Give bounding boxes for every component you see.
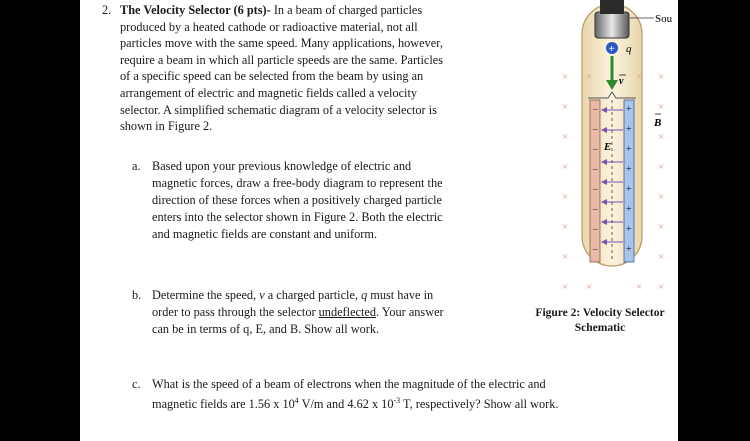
svg-text:+: + [626,144,632,155]
svg-text:+: + [626,124,632,135]
part-b-line-3: can be in terms of q, E, and B. Show all work. [152,322,380,336]
svg-text:×: × [562,71,569,83]
svg-text:×: × [658,101,665,113]
svg-text:×: × [658,221,665,233]
svg-text:×: × [562,221,569,233]
svg-text:+: + [626,244,632,255]
intro-line-6: arrangement of electric and magnetic fields called a velocity [120,86,418,100]
svg-text:–: – [593,144,598,154]
cathode-source [595,12,629,38]
caption-line-1: Figure 2: Velocity Selector [535,307,665,319]
part-b-label: b. [132,288,142,302]
svg-text:–: – [593,224,598,234]
part-a-line-5: and magnetic fields are constant and uniform. [152,227,378,241]
part-c-line-2: magnetic fields are 1.56 x $10^4$ V/m and 4.62 x $10^{-3}$ T, respectively? Show all work. [152,396,559,412]
intro-line-4: require a beam in which all particle speeds are the same. Particles [120,52,443,67]
svg-text:×: × [636,281,643,293]
intro-line-7: selector. A simplified schematic diagram of a velocity selector is [120,102,437,117]
part-b-line-2: order to pass through the selector undeflected. Your answer [152,305,444,319]
source-label: Sou [655,13,673,25]
charge-label: q [626,43,632,55]
intro-line-3: particles move with the same speed. Many applications, however, [120,36,443,51]
svg-text:–: – [593,104,598,114]
svg-text:×: × [562,191,569,203]
intro-line-8: shown in Figure 2. [120,119,213,134]
part-a-line-2: magnetic forces, draw a free-body diagram to represent the [152,176,443,190]
svg-text:+: + [626,204,632,215]
svg-text:×: × [658,251,665,263]
problem-number: 2. [102,3,112,17]
svg-text:×: × [562,101,569,113]
part-a-label: a. [132,159,141,173]
svg-text:–: – [593,244,598,254]
svg-text:×: × [658,71,665,83]
svg-text:×: × [586,71,593,83]
svg-text:×: × [586,281,593,293]
velocity-label: v [619,76,624,87]
velocity-selector-figure [520,0,678,300]
svg-text:–: – [593,184,598,194]
svg-text:–: – [593,124,598,134]
svg-text:×: × [562,251,569,263]
svg-text:×: × [658,191,665,203]
svg-text:×: × [562,281,569,293]
b-field-label: B [654,117,662,129]
part-a-line-1: Based upon your previous knowledge of electric and [152,159,412,173]
part-a-line-3: direction of these forces when a positively charged particle [152,193,443,207]
caption-line-2: Schematic [574,322,626,334]
svg-text:×: × [658,161,665,173]
part-b-line-1: Determine the speed, v a charged particle, q must have in [152,288,434,302]
charge-plus: + [608,43,615,55]
part-c-line-1: What is the speed of a beam of electrons when the magnitude of the electric and [152,377,546,391]
svg-text:–: – [593,164,598,174]
intro-line-1: The Velocity Selector (6 pts)- In a beam of charged particles [120,3,423,17]
svg-text:×: × [562,161,569,173]
svg-text:×: × [658,131,665,143]
part-a-line-4: enters into the selector shown in Figure 2. Both the electric [152,210,443,224]
svg-text:×: × [636,71,643,83]
problem-title: The Velocity Selector (6 pts)- [120,3,271,17]
svg-text:+: + [626,224,632,235]
document-page [80,0,678,441]
svg-text:+: + [626,104,632,115]
svg-text:–: – [593,204,598,214]
e-field-label: E [604,141,612,153]
part-c-label: c. [132,377,141,391]
intro-line-5: of a specific speed can be selected from the beam by using an [120,69,424,84]
svg-text:+: + [626,164,632,175]
svg-text:×: × [658,281,665,293]
svg-text:+: + [626,184,632,195]
svg-text:×: × [562,131,569,143]
figure-caption [520,306,680,336]
intro-line-2: produced by a heated cathode or radioactive material, not all [120,19,418,34]
